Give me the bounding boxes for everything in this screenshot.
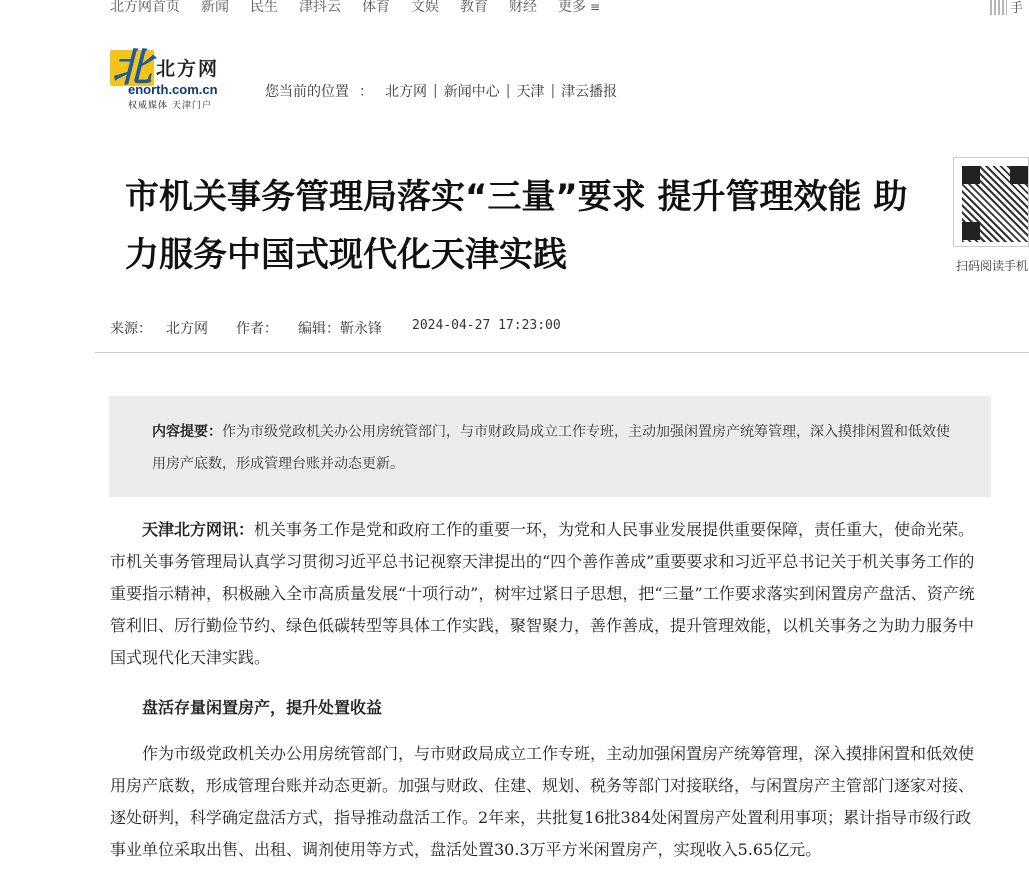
logo-en-text: enorth.com.cn: [128, 82, 218, 97]
menu-icon: ≡: [590, 0, 601, 14]
logo-slogan: 权威媒体 天津门户: [128, 101, 212, 111]
breadcrumb-label: 您当前的位置: [265, 84, 349, 100]
nav-more-label: 更多: [558, 0, 586, 15]
site-logo[interactable]: [110, 46, 245, 110]
nav-sports[interactable]: 体育: [362, 0, 390, 15]
summary-label: 内容提要：: [152, 424, 222, 440]
breadcrumb-tianjin[interactable]: 天津: [516, 84, 545, 100]
editor: 编辑：靳永锋: [298, 321, 382, 337]
mobile-link[interactable]: [990, 0, 1029, 18]
qr-code: [953, 157, 1029, 249]
summary-box: [109, 396, 991, 497]
divider: [95, 352, 1029, 353]
nav-livelihood[interactable]: 民生: [250, 0, 278, 15]
publish-datetime: 2024-04-27 17:23:00: [412, 318, 561, 333]
nav-education[interactable]: 教育: [460, 0, 488, 15]
article-title: 市机关事务管理局落实“三量”要求 提升管理效能 助力服务中国式现代化天津实践: [125, 177, 908, 275]
paragraph: 作为市级党政机关办公用房统管部门，与市财政局成立工作专班，主动加强闲置房产统筹管理，深入摸排闲置和低效使用房产底数，形成管理台账并动态更新。加强与财政、住建、规划、税务等部门对接联络，与闲置房产主管部门逐家对接、逐处研判，科学确定盘活方式，指导推动盘活工作。2年来，共批复16批384处闲置房产处置利用事项；累计指导市级行政事业单位采取出售、出租、调剂使用等方式，盘活处置30.3万平方米闲置房产，实现收入5.65亿元。: [110, 744, 975, 859]
nav-entertainment[interactable]: 文娱: [411, 0, 439, 15]
paragraph: [110, 514, 980, 674]
nav-more[interactable]: [558, 0, 600, 18]
breadcrumb-colon: ：: [359, 84, 373, 100]
source-value: 北方网: [166, 321, 208, 337]
breadcrumb-separator: |: [550, 83, 556, 99]
mobile-link-label: 手: [1010, 0, 1024, 16]
breadcrumb-jinyun[interactable]: 津云播报: [561, 84, 618, 100]
article-body: [110, 514, 980, 878]
qr-caption: 扫码阅读手机: [956, 259, 1029, 273]
dateline: 天津北方网讯：: [142, 520, 255, 539]
summary-text: [152, 416, 952, 480]
article-meta: [110, 318, 561, 338]
nav-finance[interactable]: 财经: [509, 0, 537, 15]
paragraph-text: 机关事务工作是党和政府工作的重要一环，为党和人民事业发展提供重要保障，责任重大，使命光荣。市机关事务管理局认真学习贯彻习近平总书记视察天津提出的“四个善作善成”重要要求和习近平总书记关于机关事务工作的重要指示精神，积极融入全市高质量发展“十项行动”，树牢过紧日子思想，把“三量”工作要求落实到闲置房产盘活、资产统管利旧、厉行勤俭节约、绿色低碳转型等具体工作实践，聚智聚力，善作善成，提升管理效能，以机关事务之为助力服务中国式现代化天津实践。: [110, 520, 975, 667]
source-label: 来源：: [110, 321, 152, 337]
logo-cn-text: 北方网: [156, 58, 220, 80]
breadcrumb: [265, 81, 617, 101]
breadcrumb-home[interactable]: 北方网: [385, 84, 427, 100]
top-nav: [110, 0, 600, 18]
nav-news[interactable]: 新闻: [201, 0, 229, 15]
breadcrumb-news-center[interactable]: 新闻中心: [443, 84, 500, 100]
logo-mark-icon: 北: [112, 44, 152, 91]
qr-icon: [990, 0, 1007, 15]
qr-frame: [953, 157, 1029, 247]
nav-jindouyun[interactable]: 津抖云: [299, 0, 341, 15]
section-heading: 盘活存量闲置房产，提升处置收益: [142, 698, 383, 717]
author-label: 作者：: [236, 321, 278, 337]
nav-home[interactable]: 北方网首页: [110, 0, 180, 15]
qr-code-icon: [962, 166, 1028, 242]
summary-body: 作为市级党政机关办公用房统管部门，与市财政局成立工作专班，主动加强闲置房产统筹管理，深入摸排闲置和低效使用房产底数，形成管理台账并动态更新。: [152, 424, 950, 472]
breadcrumb-separator: |: [433, 83, 438, 99]
breadcrumb-separator: |: [505, 83, 511, 99]
